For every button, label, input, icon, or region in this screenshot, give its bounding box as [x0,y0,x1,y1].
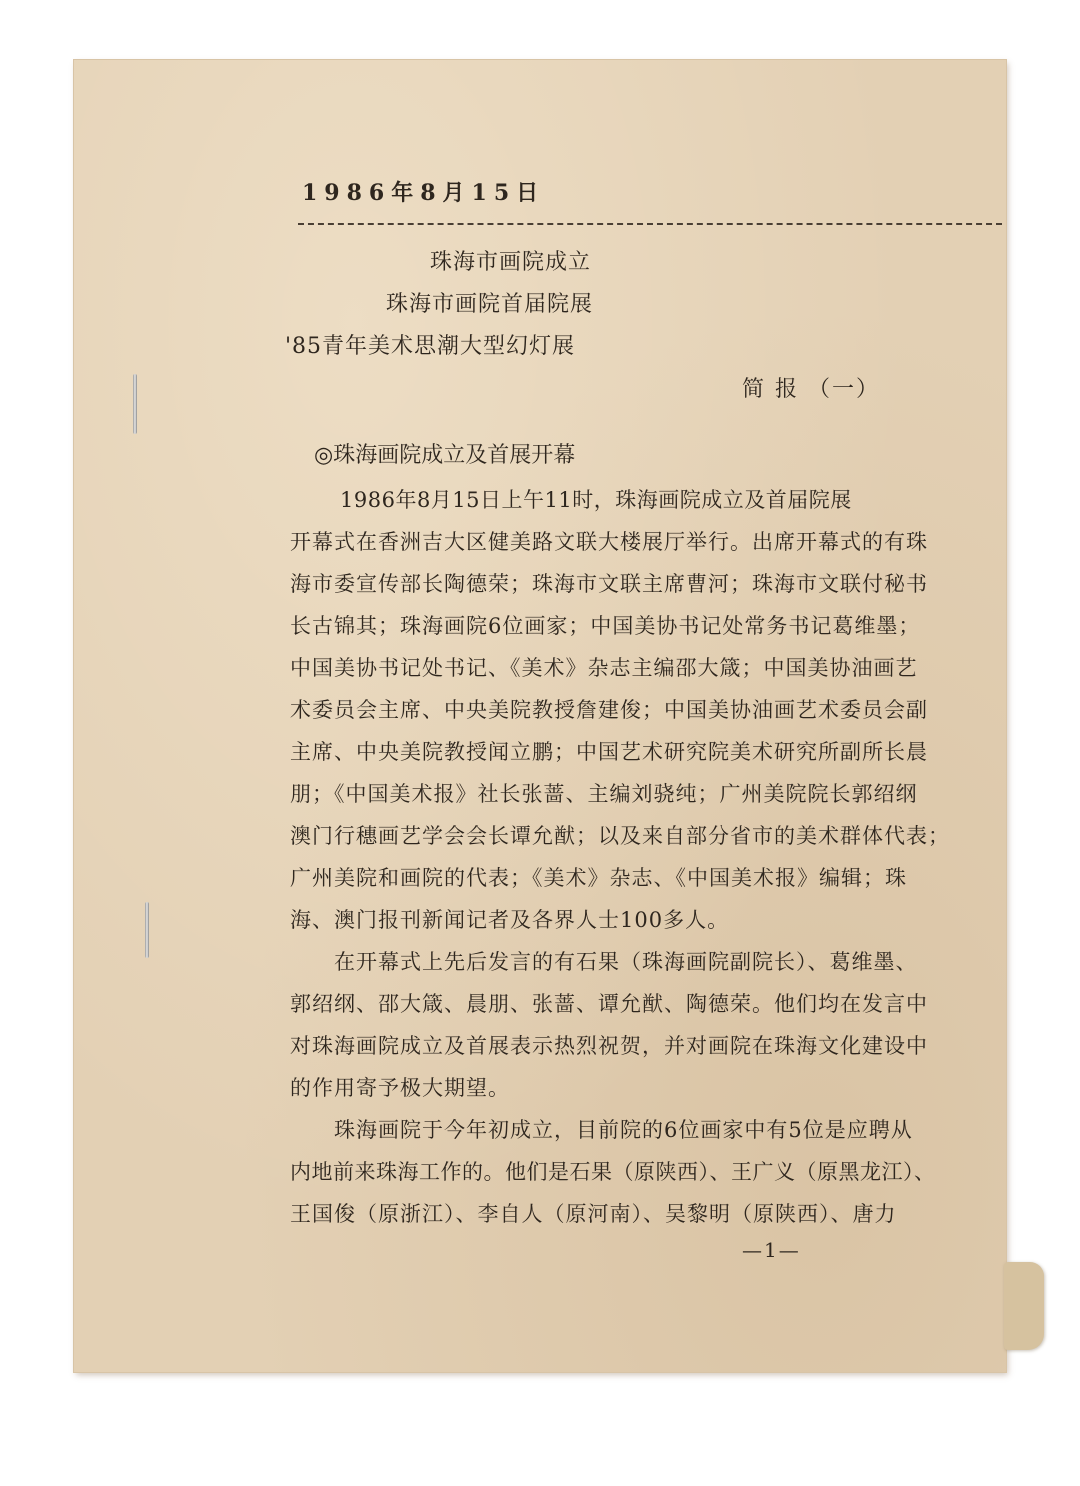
body-line: 郭绍纲、邵大箴、晨朋、张蔷、谭允猷、陶德荣。他们均在发言中 [290,992,928,1016]
page-number: —1— [742,1238,801,1262]
header-divider [298,223,1002,225]
body-line: 珠海画院于今年初成立，目前院的6位画家中有5位是应聘从 [334,1118,913,1142]
body-line: 的作用寄予极大期望。 [290,1076,510,1100]
section-title: ◎珠海画院成立及首展开幕 [314,443,576,468]
document-date: 1986年8月15日 [302,180,546,206]
body-line: 术委员会主席、中央美院教授詹建俊；中国美协油画艺术委员会副 [290,698,928,722]
body-line: 海市委宣传部长陶德荣；珠海市文联主席曹河；珠海市文联付秘书 [290,572,928,596]
body-line: 中国美协书记处书记、《美术》杂志主编邵大箴；中国美协油画艺 [290,656,918,680]
staple-bottom [145,902,149,958]
staple-top [133,374,137,434]
body-line: 在开幕式上先后发言的有石果（珠海画院副院长）、葛维墨、 [334,950,918,974]
headline-academy-founded: 珠海市画院成立 [430,250,592,275]
body-line: 海、澳门报刊新闻记者及各界人士100多人。 [290,908,730,932]
bulletin-title: 简 报 （一） [742,377,880,402]
body-line: 开幕式在香洲吉大区健美路文联大楼展厅举行。出席开幕式的有珠 [290,530,928,554]
body-line: 对珠海画院成立及首展表示热烈祝贺，并对画院在珠海文化建设中 [290,1034,928,1058]
body-line: 长古锦其；珠海画院6位画家；中国美协书记处常务书记葛维墨； [290,614,921,638]
body-line: 朋；《中国美术报》社长张蔷、主编刘骁纯；广州美院院长郭绍纲 [290,782,918,806]
body-line: 内地前来珠海工作的。他们是石果（原陕西）、王广义（原黑龙江）、 [290,1160,936,1184]
headline-first-exhibition: 珠海市画院首届院展 [386,292,594,317]
binding-tab [1004,1262,1044,1350]
body-line: 广州美院和画院的代表；《美术》杂志、《中国美术报》编辑；珠 [290,866,907,890]
body-line: 1986年8月15日上午11时，珠海画院成立及首届院展 [340,488,852,512]
body-line: 主席、中央美院教授闻立鹏；中国艺术研究院美术研究所副所长晨 [290,740,928,764]
headline-slide-show: '85青年美术思潮大型幻灯展 [285,334,576,359]
body-line: 澳门行穗画艺学会会长谭允猷；以及来自部分省市的美术群体代表； [290,824,950,848]
body-line: 王国俊（原浙江）、李自人（原河南）、吴黎明（原陕西）、唐力 [290,1202,897,1226]
